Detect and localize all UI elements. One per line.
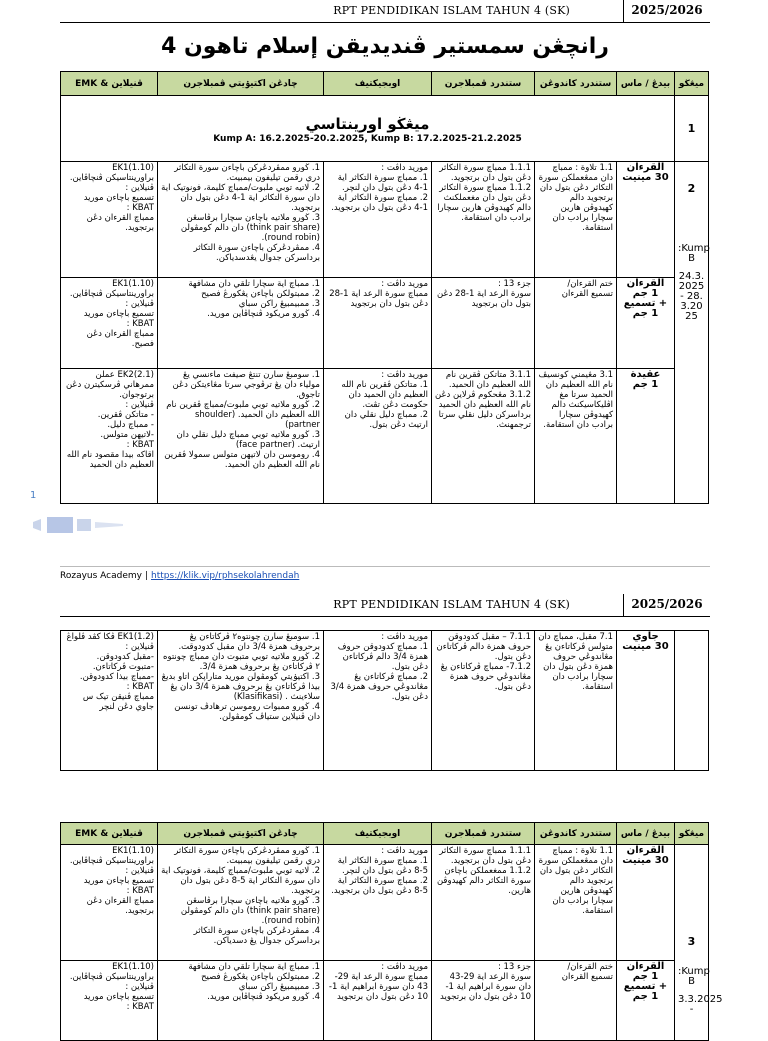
orientation-dates: Kump A: 16.2.2025-20.2.2025, Kump B: 17.2.2025-21.2.2025: [213, 133, 522, 144]
col-sp: ستندرد ڤمبلاجرن: [432, 72, 535, 96]
activity-cell: 1. ممباچ اية سچارا تلقي دان مشافهة 2. ممبتولکن باچاءن يڠکورڠ فصيح 3. ممبيمبيڠ راکن سباي 4. ڬورو مريکود ڤنچاڤاين موريد.: [158, 278, 324, 369]
col-week: ميڠڬو: [675, 823, 709, 845]
orientation-title: ميڠڬو اورينتاسي: [305, 114, 430, 133]
col-activity: چادڠن اکتيۏيتي ڤمبلاجرن: [158, 823, 324, 845]
activity-cell: 1. سومبڠ سارن چونتوه٢ ڤرکاتاءن يڠ برحروف همزة 3/4 دان مقبل کدودوقت. 2. ڬورو ملاتيه توبي متبوت دان ممباچ چونتوه ٢ ڤرکاتاءن يڠ برحروف همزة 3/4. 3. اکتيۏيتي کومڤولن موريد متاراپکن اتاو بديڠ بيذا ڤرکاتاءن يڠ برحروف همزة 3/4 دان يڠ سلاءينث . (Klasifikasi) 4. ڬورو ممبوات روموسن ترهادڤ تونسن دان ڤنيلاين ستياڤ کومڤولن.: [158, 631, 324, 771]
sk-cell: 7.1 مقبل، ممباچ دان متولس ڤرکاتاءن يڠ مڠاندوڠي حروف همزة دڠن بتول دان سچارا برادب دان استقامة.: [535, 631, 617, 771]
page-footer: [60, 566, 710, 581]
emk-cell: EK1(1.10) براورينتاسيکن ڤنچاڤاين. ڤنيلاين : تسميع باچاءن موريد KBAT :: [61, 961, 158, 1041]
bidang-cell: القرءان 30 مينيت: [617, 162, 675, 278]
activity-cell: 1. ڬورو ممڤردڠرکن باچاءن سورة التکاثر دري رقمن تيليفون بيمبيت. 2. لاتيه توبي ملبوت/ممباچ کليمة، فونوتيک اية دان سورة التکاثر اية 1-4 دڠن بتول دان برتجويد. 3. ڬورو ملاتيه باچاءن سچارا برڤاسڠن (think pair share) دان دالم کومڤولن (round robin). 4. ممڤردڠرکن باچاءن سورة التکاثر برداسرکن جدوال يڠدسدياکن.: [158, 162, 324, 278]
objective-cell: موريد داڤت : 1. ممباچ سورة التکاثر اية 1-4 دڠن بتول دان لنچر. 2. ممباچ سورة التکاثر اية 1-4 دڠن بتول دان برتجويد.: [324, 162, 432, 278]
week-number: 1: [675, 96, 709, 162]
sp-cell: 1.1.1 ممباچ سورة التکاثر دڠن بتول دان برتجويد. 1.1.2 ممباچ سورة التکاثر دڠن بتول دان مغعملکنث دالم کهيدوڤن هارين سچارا برادب دان استقامة.: [432, 162, 535, 278]
page-break-decoration: [33, 516, 123, 534]
rpt-table-1: [60, 71, 709, 504]
table-row: [61, 961, 709, 1041]
col-sk: ستندرد کاندوڠن: [535, 72, 617, 96]
footer-link[interactable]: https://klik.vip/rphsekolahrendah: [151, 571, 300, 581]
sp-cell: 7.1.1 – مقبل کدودوقن حروف همزة دالم ڤرکاتاءن دڠن بتول. 7.1.2- ممباچ ڤرکاتاءن يڠ مڠاندوڠي حروف همزة دڠن بتول.: [432, 631, 535, 771]
table-row: [61, 845, 709, 961]
col-emk: EMK & ڤنيلاين: [61, 823, 158, 845]
week-number: 3: [687, 935, 696, 948]
bidang-cell: القرءان 1 جم + تسميع 1 جم: [617, 278, 675, 369]
col-week: ميڠڬو: [675, 72, 709, 96]
table-row: [61, 162, 709, 278]
header-title: RPT PENDIDIKAN ISLAM TAHUN 4 (SK): [333, 598, 570, 611]
bidang-cell: عقيدة 1 جم: [617, 369, 675, 504]
emk-cell: EK1(1.2) ڤکا کڤد ڤلواڠ ڤنيلاين : -مقبل کدودوقن. -متبوت ڤرکاتاءن. -ممباچ بيذا کدودوقن. KBAT : ممباچ ڤنيقن تيک س جاوي دڠن لنچر: [61, 631, 158, 771]
week-number: 2: [687, 182, 696, 195]
activity-cell: 1. سومبڠ سارن تنتڠ صيفت ماءنسي يڠ مولياء دان يڠ ترڤوجي سرتا مڠاءيتکن دڠن تاجوق. 2. ڬورو ملاتيه توبي ملبوت/ممباچ ڤقرين نام الله العظيم دان الحميد. (shoulder partner) 3. ڬورو ملاتيه توبي ممباچ دليل نقلي دان ارتيث. (face partner) 4. روموسن دان لاتيهن متولس سمولا ڤقرين نام الله العظيم دان الحميد.: [158, 369, 324, 504]
col-objective: اوبجيکتيف: [324, 72, 432, 96]
col-sp: ستندرد ڤمبلاجرن: [432, 823, 535, 845]
col-objective: اوبجيکتيف: [324, 823, 432, 845]
page-title: رانچڠن سمستير ڤنديديقن إسلام تاهون 4: [161, 34, 609, 59]
page-header: [60, 0, 710, 23]
col-sk: ستندرد کاندوڠن: [535, 823, 617, 845]
header-title: RPT PENDIDIKAN ISLAM TAHUN 4 (SK): [333, 4, 570, 17]
activity-cell: 1. ممباچ اية سچارا تلقي دان مشافهة 2. ممبتولکن باچاءن يڠکورڠ فصيح 3. ممبيمبيڠ راکن سباي 4. ڬورو مريکود ڤنچاڤاين موريد.: [158, 961, 324, 1041]
week-dates: 24.3.2025 - 28.3.2025: [678, 271, 705, 322]
sp-cell: 3.1.1 متاتکن ڤقرين نام الله العظيم دان الحميد. 3.1.2 مڠحکوم ڤرلاين دڠن نام الله العظيم دان الحميد برداسرکن دليل نقلي سرتا ترجمهنث.: [432, 369, 535, 504]
sp-cell: جزء 13 : سورة الرعد اية 1-28 دڠن بتول دان برتجويد: [432, 278, 535, 369]
sk-cell: 1.1 تلاوة : ممباچ دان ممڠعملکن سورة التکاثر دڠن بتول دان برتجويد دالم کهيدوڤن هارين سچارا برادب دان استقامة.: [535, 845, 617, 961]
emk-cell: EK1(1.10) براورينتاسيکن ڤنچاڤاين. ڤنيلاين : تسميع باچاءن موريد KBAT : ممباچ القرءان دڠن برتجويد.: [61, 845, 158, 961]
rpt-table-3: [60, 822, 723, 1041]
objective-cell: موريد داڤت : 1. ممباچ کدودوقن حروف همزة 3/4 دالم ڤرکاتاءن دڠن بتول. 2. ممباچ ڤرکاتاءن يڠ مڠاندوڠي حروف همزة 3/4 دڠن بتول.: [324, 631, 432, 771]
footer-separator: |: [144, 571, 149, 581]
header-year: 2025/2026: [631, 597, 703, 611]
sk-cell: 1.1 تلاوة : ممباچ دان ممڠعملکن سورة التکاثر دڠن بتول دان برتجويد دالم کهيدوڤن هارين سچارا برادب دان استقامة.: [535, 162, 617, 278]
emk-cell: EK1(1.10) براورينتاسيکن ڤنچاڤاين. ڤنيلاين : تسميع باچاءن موريد KBAT : ممباچ القرءان دڠن فصيح.: [61, 278, 158, 369]
footer-academy: Rozayus Academy: [60, 571, 142, 581]
table-row: [61, 369, 709, 504]
table-header-row: [61, 72, 709, 96]
table-row: [61, 278, 709, 369]
page-number: 1: [30, 490, 37, 501]
kump-label: :Kump B: [678, 243, 710, 264]
emk-cell: EK1(1.10) براورينتاسيکن ڤنچاڤاين. ڤنيلاين : تسميع باچاءن موريد KBAT : ممباچ القرءان دڠن برتجويد.: [61, 162, 158, 278]
table-row: [61, 631, 709, 771]
header-year: 2025/2026: [631, 3, 703, 17]
page-header: [60, 594, 710, 617]
sk-cell: ختم القرءان/ تسميع القرءان: [535, 961, 617, 1041]
week-dates: 3.3.2025 -: [678, 994, 723, 1015]
table-header-row: [61, 823, 709, 845]
sp-cell: جزء 13 : سورة الرعد اية 29-43 دان سورة ابراهيم اية 1-10 دڠن بتول دان برتجويد: [432, 961, 535, 1041]
sk-cell: ختم القرءان/ تسميع القرءان: [535, 278, 617, 369]
col-bidang: بيدڠ / ماس: [617, 823, 675, 845]
objective-cell: موريد داڤت : ممباچ سورة الرعد اية 1-28 دڠن بتول دان برتجويد: [324, 278, 432, 369]
col-activity: چادڠن اکتيۏيتي ڤمبلاجرن: [158, 72, 324, 96]
bidang-cell: القرءان 1 جم + تسميع 1 جم: [617, 961, 675, 1041]
activity-cell: 1. ڬورو ممڤردڠرکن باچاءن سورة التکاثر دري رقمن تيليفون بيمبيت. 2. لاتيه توبي ملبوت/ممباچ کليمة، فونوتيک اية دان سورة التکاثر اية 5-8 دڠن بتول دان برتجويد. 3. ڬورو ملاتيه باچاءن سچارا برڤاسڠن (think pair share) دان دالم کومڤولن (round robin). 4. ممڤردڠرکن باچاءن سورة التکاثر برداسرکن جدوال يڠ دسدياکن.: [158, 845, 324, 961]
bidang-cell: جاوي 30 مينيت: [617, 631, 675, 771]
objective-cell: موريد داڤت : 1. متاتکن ڤقرين نام الله العظيم دان الحميد دان حکومت دڠن تڤت. 2. ممباچ دليل نقلي دان ارتيث دڠن بتول.: [324, 369, 432, 504]
sk-cell: 3.1 مڠيمني کونسيڤ نام الله العظيم دان الحميد سرتا مغ اڤليکاسيکنث دالم کهيدوڤن سچارا برادب دان استقامة.: [535, 369, 617, 504]
col-bidang: بيدڠ / ماس: [617, 72, 675, 96]
rpt-table-2: [60, 630, 709, 771]
week-cell: [675, 631, 709, 771]
bidang-cell: القرءان 30 مينيت: [617, 845, 675, 961]
col-emk: EMK & ڤنيلاين: [61, 72, 158, 96]
table-row-orientation: [61, 96, 709, 162]
objective-cell: موريد داڤت : ممباچ سورة الرعد اية 29-43 دان سورة ابراهيم اية 1-10 دڠن بتول دان برتجويد: [324, 961, 432, 1041]
objective-cell: موريد داڤت : 1. ممباچ سورة التکاثر اية 5-8 دڠن بتول دان لنچر. 2. ممباچ سورة التکاثر اية 5-8 دڠن بتول دان برتجويد.: [324, 845, 432, 961]
sp-cell: 1.1.1 ممباچ سورة التکاثر دڠن بتول دان برتجويد. 1.1.2 ممغعملکن باچاءن سورة التکاثر دالم کهيدوڤن هارين.: [432, 845, 535, 961]
emk-cell: EK2(2.1) عملن ممرهاني ڤرسکيترن دڠن برتوجوان. ڤنيلاين : - متاتکن ڤقرين. - ممباچ دليل. -لاتيهن متولس. KBAT : اقاکه بيدا مقصود نام الله العظيم دان الحميد: [61, 369, 158, 504]
kump-label: :Kump B: [678, 966, 710, 987]
